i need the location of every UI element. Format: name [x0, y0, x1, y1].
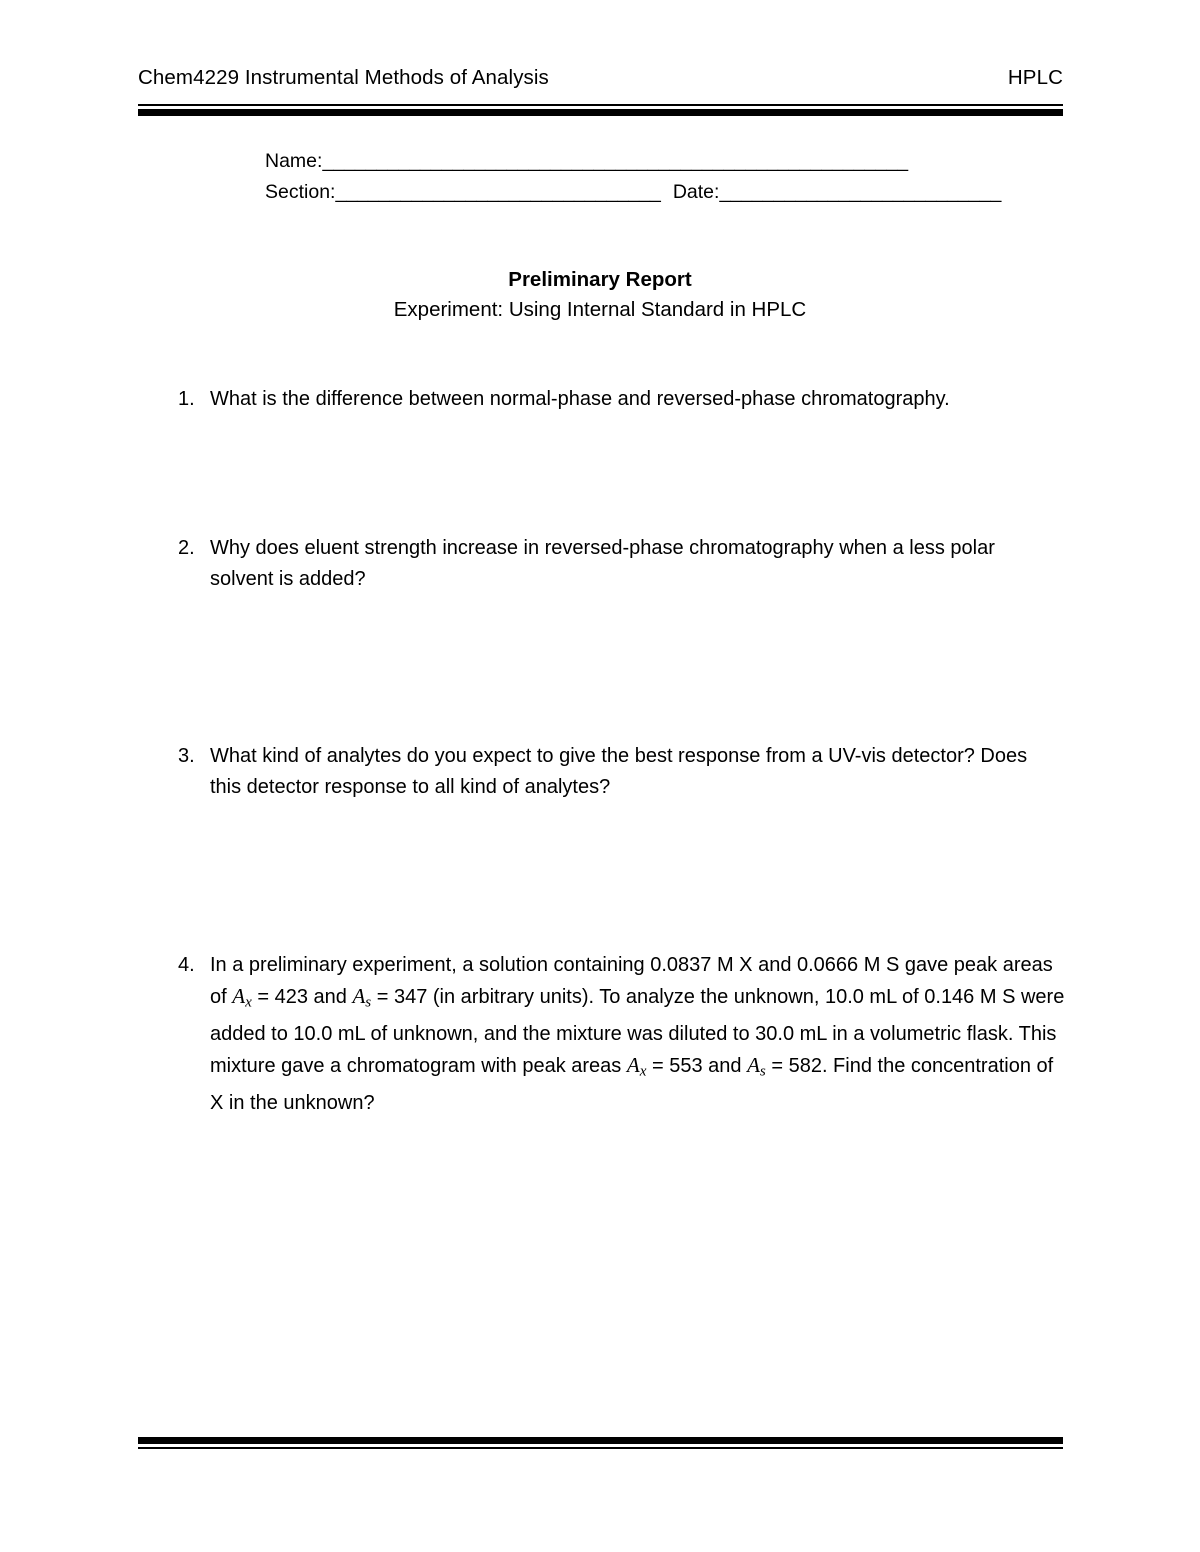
q4-symbol-ax-2-base: A	[626, 1053, 640, 1078]
question-item-4	[178, 950, 1065, 1120]
date-label: Date:	[672, 181, 720, 203]
q4-symbol-as-subscript: s	[365, 994, 372, 1011]
question-text-3: What kind of analytes do you expect to give the best response from a UV-vis detector? Does this detector response to all kind of analytes?	[210, 744, 1028, 798]
header-divider-rule	[138, 104, 1063, 116]
header-topic-label: HPLC	[1007, 66, 1063, 89]
q4-symbol-ax-base: A	[232, 984, 246, 1008]
header-rule-thick	[138, 109, 1063, 116]
question-item-3	[178, 741, 1056, 804]
question-text-4	[210, 950, 1072, 1120]
report-title-block	[0, 265, 1200, 325]
name-label: Name:	[265, 150, 323, 172]
section-blank-line[interactable]: ______________________________	[335, 181, 661, 203]
q4-symbol-ax-2	[626, 1053, 647, 1080]
student-info-fields	[265, 146, 1001, 208]
q4-symbol-as-2-base: A	[747, 1053, 760, 1078]
running-head	[138, 66, 1063, 90]
header-course-title: Chem4229 Instrumental Methods of Analysis	[138, 66, 549, 89]
question-text-2: Why does eluent strength increase in reversed-phase chromatography when a less polar solvent is added?	[210, 536, 995, 590]
q4-symbol-ax-2-subscript: x	[639, 1063, 647, 1080]
q4-text-part-3: = 347 (in arbitrary units). To analyze the unknown, 10.0 mL of 0.146 M S were added to 10.0 mL of unknown, and the mixture was diluted to 30.0 mL in a volumetric flask. This mixture gave a chromatogram with peak areas	[210, 986, 1065, 1078]
q4-symbol-as-2	[747, 1053, 766, 1080]
q4-symbol-as-base: A	[352, 984, 366, 1008]
question-number-3: 3.	[178, 744, 195, 767]
q4-symbol-ax	[232, 984, 252, 1011]
question-number-4: 4.	[178, 953, 195, 976]
question-number-2: 2.	[178, 536, 195, 559]
date-blank-line[interactable]: __________________________	[719, 181, 1002, 203]
experiment-subtitle: Experiment: Using Internal Standard in HPLC	[393, 298, 807, 321]
footer-rule-thick	[138, 1437, 1063, 1444]
q4-text-part-2: = 423 and	[251, 986, 353, 1008]
q4-symbol-as	[352, 984, 372, 1011]
q4-text-part-1: In a preliminary experiment, a solution containing 0.0837 M X and 0.0666 M S gave peak areas of	[210, 953, 1053, 1008]
q4-text-part-4: = 553 and	[646, 1055, 748, 1078]
section-date-field-row	[265, 177, 1001, 208]
question-item-1	[178, 384, 1056, 416]
footer-rule-thin	[138, 1447, 1063, 1449]
q4-symbol-as-2-subscript: s	[759, 1063, 766, 1080]
q4-symbol-ax-subscript: x	[245, 994, 252, 1011]
question-text-1: What is the difference between normal-phase and reversed-phase chromatography.	[210, 388, 950, 410]
footer-divider-rule	[138, 1437, 1063, 1449]
section-label: Section:	[265, 181, 336, 203]
question-item-2	[178, 533, 1056, 596]
name-blank-line[interactable]: ______________________________________________________	[322, 150, 909, 172]
q4-text-part-5: = 582. Find the concentration of X in the unknown?	[210, 1055, 1054, 1115]
report-title: Preliminary Report	[508, 268, 692, 291]
name-field-row	[265, 146, 1001, 177]
question-list	[178, 384, 1065, 1120]
question-number-1: 1.	[178, 388, 195, 410]
